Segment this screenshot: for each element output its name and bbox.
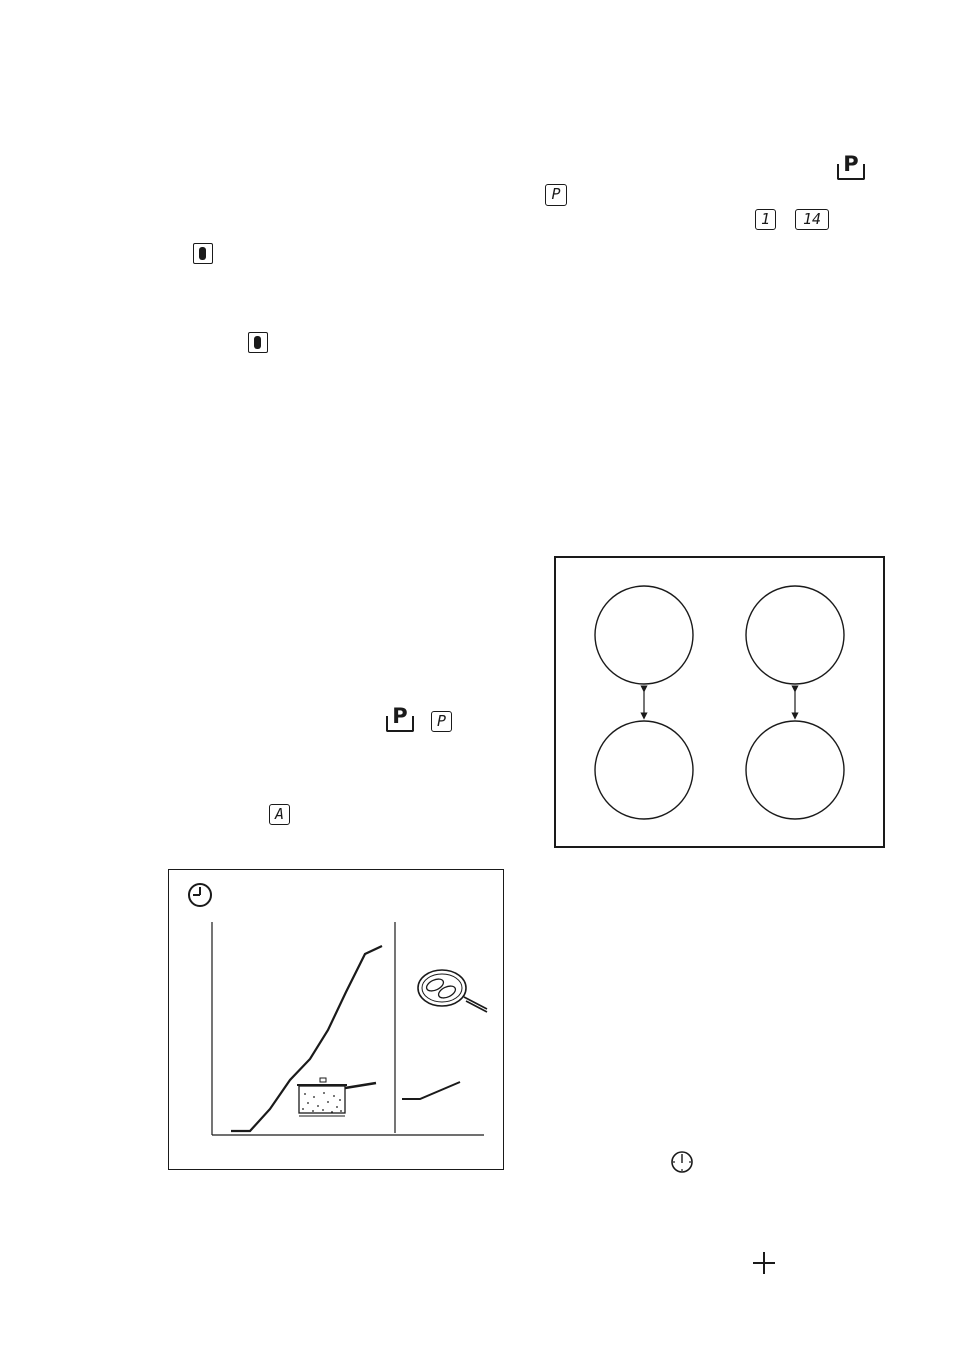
cooking-zone-rear-right: [746, 586, 844, 684]
display-level-low: 1: [755, 209, 776, 230]
display-p-symbol: P: [431, 711, 452, 732]
pan-icon: [418, 970, 487, 1012]
display-p-symbol: P: [545, 184, 567, 206]
hob-zones-diagram: [556, 558, 883, 846]
heat-graph-figure: [168, 869, 504, 1170]
power-boost-label: P: [843, 152, 859, 176]
display-auto-symbol: A: [269, 804, 290, 825]
hob-layout-figure: [554, 556, 885, 848]
display-level-high: 14: [795, 209, 829, 230]
power-boost-label: P: [392, 704, 408, 728]
cooking-zone-front-left: [595, 721, 693, 819]
plus-icon: [752, 1251, 776, 1275]
cooking-zone-front-right: [746, 721, 844, 819]
cooking-zone-rear-left: [595, 586, 693, 684]
residual-heat-display: [248, 332, 268, 353]
heat-up-curve: [231, 946, 382, 1131]
heat-graph-diagram: [169, 870, 503, 1169]
clock-icon: [189, 884, 211, 906]
residual-heat-display: [193, 243, 213, 264]
keep-warm-curve: [402, 1082, 460, 1099]
timer-icon: [670, 1150, 694, 1174]
power-boost-symbol: [837, 152, 865, 180]
power-boost-symbol: [386, 704, 414, 732]
pot-icon: [297, 1078, 376, 1116]
